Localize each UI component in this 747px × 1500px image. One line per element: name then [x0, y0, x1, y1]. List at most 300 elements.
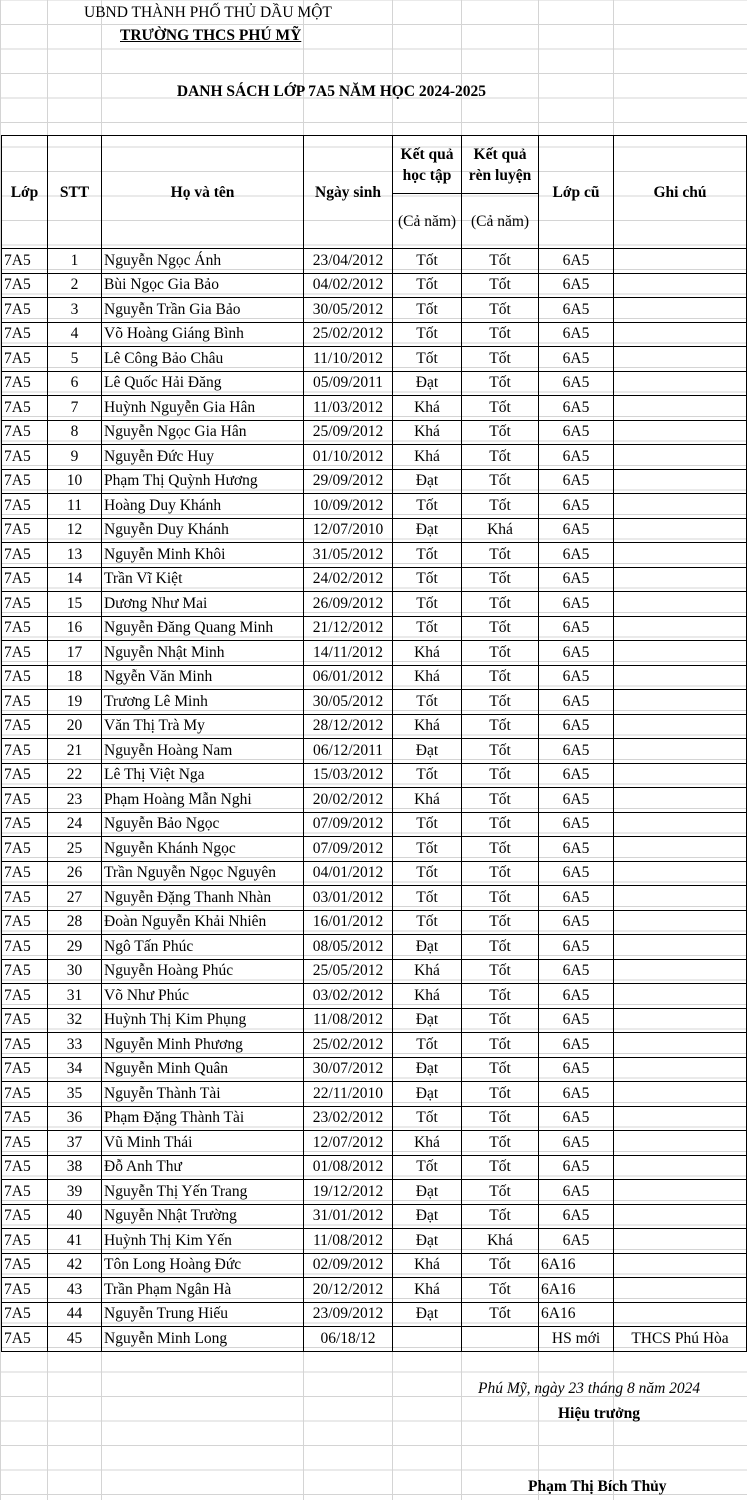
cell-conduct: Tốt	[462, 1033, 539, 1058]
cell-dob: 11/08/2012	[304, 1229, 393, 1254]
cell-note	[614, 445, 747, 470]
cell-academic: Tốt	[393, 886, 462, 911]
cell-class: 7A5	[2, 1033, 48, 1058]
cell-stt: 14	[48, 567, 102, 592]
cell-name: Vũ Minh Thái	[102, 1131, 304, 1156]
cell-old-class: 6A5	[539, 1204, 614, 1229]
table-row	[2, 567, 747, 592]
cell-name: Nguyễn Đăng Quang Minh	[102, 616, 304, 641]
cell-old-class: 6A5	[539, 567, 614, 592]
cell-class: 7A5	[2, 984, 48, 1009]
grid-column-line	[47, 1352, 48, 1500]
cell-academic: Đạt	[393, 1302, 462, 1327]
cell-conduct: Tốt	[462, 1155, 539, 1180]
cell-note	[614, 837, 747, 862]
cell-name: Bùi Ngọc Gia Bảo	[102, 273, 304, 298]
cell-dob: 10/09/2012	[304, 494, 393, 519]
cell-dob: 23/02/2012	[304, 1106, 393, 1131]
cell-note	[614, 543, 747, 568]
cell-note	[614, 714, 747, 739]
cell-dob: 03/01/2012	[304, 886, 393, 911]
cell-note	[614, 494, 747, 519]
cell-conduct: Tốt	[462, 788, 539, 813]
cell-name: Huỳnh Nguyễn Gia Hân	[102, 396, 304, 421]
cell-academic: Khá	[393, 665, 462, 690]
cell-dob: 25/09/2012	[304, 420, 393, 445]
cell-note	[614, 322, 747, 347]
cell-dob: 14/11/2012	[304, 641, 393, 666]
cell-stt: 19	[48, 690, 102, 715]
cell-name: Nguyễn Hoàng Phúc	[102, 959, 304, 984]
cell-old-class: HS mới	[539, 1327, 614, 1352]
table-row	[2, 739, 747, 764]
cell-note	[614, 469, 747, 494]
cell-stt: 17	[48, 641, 102, 666]
cell-name: Trương Lê Minh	[102, 690, 304, 715]
cell-conduct: Tốt	[462, 1180, 539, 1205]
grid-column-line	[47, 0, 48, 135]
cell-note	[614, 1302, 747, 1327]
column-header-academic: Kết quả học tập	[393, 136, 462, 194]
cell-name: Nguyễn Minh Quân	[102, 1057, 304, 1082]
cell-note	[614, 1155, 747, 1180]
cell-note	[614, 616, 747, 641]
table-row	[2, 273, 747, 298]
cell-dob: 31/01/2012	[304, 1204, 393, 1229]
cell-conduct: Tốt	[462, 592, 539, 617]
cell-old-class: 6A5	[539, 616, 614, 641]
cell-old-class: 6A5	[539, 886, 614, 911]
cell-stt: 4	[48, 322, 102, 347]
cell-class: 7A5	[2, 1155, 48, 1180]
cell-name: Lê Công Bảo Châu	[102, 347, 304, 372]
cell-old-class: 6A5	[539, 273, 614, 298]
cell-old-class: 6A5	[539, 812, 614, 837]
cell-academic: Tốt	[393, 861, 462, 886]
cell-academic: Tốt	[393, 567, 462, 592]
cell-stt: 5	[48, 347, 102, 372]
cell-conduct: Tốt	[462, 812, 539, 837]
cell-class: 7A5	[2, 886, 48, 911]
cell-dob: 05/09/2011	[304, 371, 393, 396]
cell-academic: Tốt	[393, 910, 462, 935]
cell-old-class: 6A5	[539, 665, 614, 690]
cell-name: Huỳnh Thị Kim Yến	[102, 1229, 304, 1254]
cell-stt: 41	[48, 1229, 102, 1254]
cell-note	[614, 641, 747, 666]
cell-name: Tôn Long Hoàng Đức	[102, 1253, 304, 1278]
cell-stt: 26	[48, 861, 102, 886]
cell-dob: 03/02/2012	[304, 984, 393, 1009]
cell-academic: Khá	[393, 984, 462, 1009]
cell-old-class: 6A5	[539, 543, 614, 568]
cell-note	[614, 984, 747, 1009]
table-row	[2, 322, 747, 347]
cell-academic: Khá	[393, 396, 462, 421]
cell-conduct: Tốt	[462, 273, 539, 298]
cell-dob: 29/09/2012	[304, 469, 393, 494]
cell-conduct: Tốt	[462, 1302, 539, 1327]
cell-conduct: Tốt	[462, 690, 539, 715]
cell-academic: Đạt	[393, 1180, 462, 1205]
cell-academic: Khá	[393, 1278, 462, 1303]
cell-note	[614, 1278, 747, 1303]
column-header-name: Họ và tên	[102, 136, 304, 249]
cell-class: 7A5	[2, 567, 48, 592]
cell-stt: 13	[48, 543, 102, 568]
cell-dob: 26/09/2012	[304, 592, 393, 617]
table-row	[2, 959, 747, 984]
cell-name: Ngô Tấn Phúc	[102, 935, 304, 960]
cell-stt: 16	[48, 616, 102, 641]
column-header-old-class: Lớp cũ	[539, 136, 614, 249]
cell-note	[614, 861, 747, 886]
cell-dob: 31/05/2012	[304, 543, 393, 568]
cell-note	[614, 959, 747, 984]
cell-conduct: Tốt	[462, 641, 539, 666]
cell-class: 7A5	[2, 396, 48, 421]
cell-dob: 07/09/2012	[304, 812, 393, 837]
cell-stt: 36	[48, 1106, 102, 1131]
cell-note	[614, 518, 747, 543]
cell-conduct: Khá	[462, 518, 539, 543]
column-subheader-conduct: (Cả năm)	[462, 194, 539, 249]
table-row	[2, 812, 747, 837]
cell-conduct: Tốt	[462, 249, 539, 274]
cell-dob: 04/02/2012	[304, 273, 393, 298]
cell-name: Phạm Thị Quỳnh Hương	[102, 469, 304, 494]
cell-conduct: Tốt	[462, 1204, 539, 1229]
cell-old-class: 6A5	[539, 739, 614, 764]
cell-name: Nguyễn Nhật Trường	[102, 1204, 304, 1229]
cell-note	[614, 788, 747, 813]
cell-dob: 06/01/2012	[304, 665, 393, 690]
cell-class: 7A5	[2, 861, 48, 886]
table-row	[2, 641, 747, 666]
grid-column-line	[392, 0, 393, 135]
cell-dob: 28/12/2012	[304, 714, 393, 739]
cell-name: Nguyễn Minh Khôi	[102, 543, 304, 568]
cell-old-class: 6A5	[539, 763, 614, 788]
cell-name: Trần Phạm Ngân Hà	[102, 1278, 304, 1303]
table-row	[2, 347, 747, 372]
cell-academic: Đạt	[393, 1057, 462, 1082]
school-name: TRƯỜNG THCS PHÚ MỸ	[120, 27, 302, 44]
cell-dob: 22/11/2010	[304, 1082, 393, 1107]
cell-stt: 7	[48, 396, 102, 421]
cell-conduct: Tốt	[462, 1082, 539, 1107]
cell-conduct: Tốt	[462, 371, 539, 396]
cell-dob: 01/08/2012	[304, 1155, 393, 1180]
table-row	[2, 714, 747, 739]
table-row	[2, 837, 747, 862]
cell-class: 7A5	[2, 788, 48, 813]
table-row	[2, 788, 747, 813]
cell-stt: 1	[48, 249, 102, 274]
cell-academic: Khá	[393, 445, 462, 470]
cell-class: 7A5	[2, 273, 48, 298]
table-row	[2, 1302, 747, 1327]
cell-conduct: Tốt	[462, 445, 539, 470]
cell-class: 7A5	[2, 1082, 48, 1107]
table-row	[2, 1008, 747, 1033]
cell-stt: 30	[48, 959, 102, 984]
cell-old-class: 6A5	[539, 592, 614, 617]
cell-old-class: 6A5	[539, 861, 614, 886]
cell-dob: 08/05/2012	[304, 935, 393, 960]
table-row	[2, 984, 747, 1009]
cell-note	[614, 249, 747, 274]
cell-conduct: Tốt	[462, 763, 539, 788]
cell-old-class: 6A5	[539, 714, 614, 739]
cell-conduct: Tốt	[462, 1131, 539, 1156]
cell-academic: Đạt	[393, 1082, 462, 1107]
grid-column-line	[101, 1352, 102, 1500]
cell-dob: 19/12/2012	[304, 1180, 393, 1205]
cell-note	[614, 763, 747, 788]
cell-academic: Tốt	[393, 837, 462, 862]
cell-name: Nguyễn Minh Long	[102, 1327, 304, 1352]
cell-name: Nguyễn Hoàng Nam	[102, 739, 304, 764]
cell-name: Nguyễn Ngọc Gia Hân	[102, 420, 304, 445]
table-row	[2, 935, 747, 960]
cell-conduct: Tốt	[462, 665, 539, 690]
cell-name: Lê Quốc Hải Đăng	[102, 371, 304, 396]
cell-conduct: Tốt	[462, 714, 539, 739]
cell-old-class: 6A5	[539, 1229, 614, 1254]
cell-name: Đỗ Anh Thư	[102, 1155, 304, 1180]
cell-class: 7A5	[2, 1327, 48, 1352]
cell-dob: 23/09/2012	[304, 1302, 393, 1327]
cell-dob: 02/09/2012	[304, 1253, 393, 1278]
cell-old-class: 6A5	[539, 837, 614, 862]
cell-class: 7A5	[2, 959, 48, 984]
cell-dob: 25/05/2012	[304, 959, 393, 984]
cell-academic: Đạt	[393, 739, 462, 764]
cell-old-class: 6A5	[539, 494, 614, 519]
cell-class: 7A5	[2, 1180, 48, 1205]
cell-name: Đoàn Nguyễn Khải Nhiên	[102, 910, 304, 935]
table-row	[2, 592, 747, 617]
cell-conduct: Tốt	[462, 1008, 539, 1033]
table-row	[2, 1278, 747, 1303]
cell-conduct: Tốt	[462, 1057, 539, 1082]
cell-stt: 6	[48, 371, 102, 396]
column-header-note: Ghi chú	[614, 136, 747, 249]
cell-class: 7A5	[2, 1204, 48, 1229]
cell-name: Nguyễn Minh Phương	[102, 1033, 304, 1058]
cell-academic: Tốt	[393, 616, 462, 641]
cell-class: 7A5	[2, 371, 48, 396]
table-row	[2, 616, 747, 641]
cell-old-class: 6A5	[539, 788, 614, 813]
cell-dob: 11/10/2012	[304, 347, 393, 372]
cell-old-class: 6A5	[539, 1180, 614, 1205]
cell-note	[614, 935, 747, 960]
cell-stt: 25	[48, 837, 102, 862]
cell-note	[614, 1131, 747, 1156]
table-row	[2, 1057, 747, 1082]
cell-conduct: Tốt	[462, 567, 539, 592]
cell-academic: Đạt	[393, 935, 462, 960]
cell-dob: 20/12/2012	[304, 1278, 393, 1303]
cell-conduct: Tốt	[462, 886, 539, 911]
cell-academic: Tốt	[393, 298, 462, 323]
cell-stt: 22	[48, 763, 102, 788]
cell-dob: 16/01/2012	[304, 910, 393, 935]
cell-name: Nguyễn Thị Yến Trang	[102, 1180, 304, 1205]
cell-dob: 04/01/2012	[304, 861, 393, 886]
cell-conduct: Tốt	[462, 935, 539, 960]
place-date: Phú Mỹ, ngày 23 tháng 8 năm 2024	[478, 1380, 701, 1397]
cell-old-class: 6A16	[539, 1253, 614, 1278]
cell-conduct: Tốt	[462, 959, 539, 984]
table-row	[2, 494, 747, 519]
cell-conduct: Tốt	[462, 347, 539, 372]
table-row	[2, 886, 747, 911]
cell-class: 7A5	[2, 910, 48, 935]
cell-note	[614, 1229, 747, 1254]
table-row	[2, 371, 747, 396]
cell-name: Nguyễn Thành Tài	[102, 1082, 304, 1107]
grid-column-line	[303, 1352, 304, 1500]
cell-stt: 38	[48, 1155, 102, 1180]
cell-name: Dương Như Mai	[102, 592, 304, 617]
cell-dob: 06/12/2011	[304, 739, 393, 764]
cell-name: Ngyễn Văn Minh	[102, 665, 304, 690]
cell-note	[614, 739, 747, 764]
cell-academic: Khá	[393, 1253, 462, 1278]
cell-dob: 12/07/2010	[304, 518, 393, 543]
cell-old-class: 6A5	[539, 371, 614, 396]
cell-note	[614, 273, 747, 298]
cell-stt: 8	[48, 420, 102, 445]
cell-conduct: Tốt	[462, 543, 539, 568]
column-header-dob: Ngày sinh	[304, 136, 393, 249]
cell-old-class: 6A5	[539, 641, 614, 666]
cell-old-class: 6A5	[539, 1106, 614, 1131]
cell-conduct: Tốt	[462, 322, 539, 347]
cell-name: Nguyễn Bảo Ngọc	[102, 812, 304, 837]
cell-academic	[393, 1327, 462, 1352]
cell-stt: 29	[48, 935, 102, 960]
cell-dob: 12/07/2012	[304, 1131, 393, 1156]
table-row	[2, 1131, 747, 1156]
cell-class: 7A5	[2, 322, 48, 347]
cell-note	[614, 812, 747, 837]
cell-conduct: Khá	[462, 1229, 539, 1254]
cell-name: Phạm Đặng Thành Tài	[102, 1106, 304, 1131]
grid-column-line	[461, 0, 462, 135]
cell-academic: Khá	[393, 1131, 462, 1156]
table-row	[2, 763, 747, 788]
table-row	[2, 1253, 747, 1278]
cell-stt: 39	[48, 1180, 102, 1205]
cell-academic: Khá	[393, 641, 462, 666]
table-row	[2, 1033, 747, 1058]
cell-stt: 31	[48, 984, 102, 1009]
cell-academic: Đạt	[393, 1008, 462, 1033]
cell-name: Nguyễn Ngọc Ánh	[102, 249, 304, 274]
cell-conduct: Tốt	[462, 1253, 539, 1278]
cell-academic: Đạt	[393, 518, 462, 543]
cell-academic: Tốt	[393, 1106, 462, 1131]
cell-stt: 11	[48, 494, 102, 519]
cell-old-class: 6A5	[539, 984, 614, 1009]
cell-dob: 20/02/2012	[304, 788, 393, 813]
cell-class: 7A5	[2, 347, 48, 372]
table-row	[2, 420, 747, 445]
cell-old-class: 6A5	[539, 935, 614, 960]
cell-dob: 11/08/2012	[304, 1008, 393, 1033]
cell-class: 7A5	[2, 641, 48, 666]
cell-class: 7A5	[2, 665, 48, 690]
cell-old-class: 6A5	[539, 1155, 614, 1180]
cell-old-class: 6A5	[539, 1131, 614, 1156]
cell-old-class: 6A16	[539, 1302, 614, 1327]
cell-note	[614, 690, 747, 715]
cell-conduct: Tốt	[462, 1106, 539, 1131]
cell-dob: 25/02/2012	[304, 1033, 393, 1058]
cell-stt: 15	[48, 592, 102, 617]
cell-academic: Tốt	[393, 322, 462, 347]
cell-stt: 32	[48, 1008, 102, 1033]
cell-academic: Khá	[393, 714, 462, 739]
authority-name: UBND THÀNH PHỐ THỦ DẦU MỘT	[84, 4, 332, 21]
table-row	[2, 910, 747, 935]
cell-stt: 27	[48, 886, 102, 911]
cell-note	[614, 665, 747, 690]
cell-academic: Tốt	[393, 494, 462, 519]
cell-stt: 21	[48, 739, 102, 764]
cell-class: 7A5	[2, 1278, 48, 1303]
cell-stt: 2	[48, 273, 102, 298]
cell-conduct: Tốt	[462, 861, 539, 886]
cell-conduct	[462, 1327, 539, 1352]
cell-dob: 07/09/2012	[304, 837, 393, 862]
cell-stt: 12	[48, 518, 102, 543]
table-row	[2, 543, 747, 568]
cell-name: Hoàng Duy Khánh	[102, 494, 304, 519]
cell-academic: Tốt	[393, 690, 462, 715]
cell-old-class: 6A5	[539, 959, 614, 984]
table-row	[2, 861, 747, 886]
cell-class: 7A5	[2, 543, 48, 568]
column-header-conduct: Kết quả rèn luyện	[462, 136, 539, 194]
cell-name: Nguyễn Đặng Thanh Nhàn	[102, 886, 304, 911]
cell-name: Nguyễn Nhật Minh	[102, 641, 304, 666]
cell-dob: 15/03/2012	[304, 763, 393, 788]
cell-old-class: 6A5	[539, 1082, 614, 1107]
table-row	[2, 1155, 747, 1180]
cell-academic: Tốt	[393, 273, 462, 298]
cell-note	[614, 1106, 747, 1131]
cell-dob: 23/04/2012	[304, 249, 393, 274]
cell-class: 7A5	[2, 420, 48, 445]
cell-old-class: 6A5	[539, 298, 614, 323]
cell-class: 7A5	[2, 1302, 48, 1327]
grid-column-line	[392, 1352, 393, 1500]
cell-old-class: 6A5	[539, 690, 614, 715]
cell-class: 7A5	[2, 690, 48, 715]
cell-academic: Khá	[393, 420, 462, 445]
cell-name: Trần Nguyễn Ngọc Nguyên	[102, 861, 304, 886]
cell-name: Nguyễn Trung Hiếu	[102, 1302, 304, 1327]
cell-class: 7A5	[2, 1131, 48, 1156]
cell-name: Võ Như Phúc	[102, 984, 304, 1009]
cell-class: 7A5	[2, 1253, 48, 1278]
cell-dob: 21/12/2012	[304, 616, 393, 641]
